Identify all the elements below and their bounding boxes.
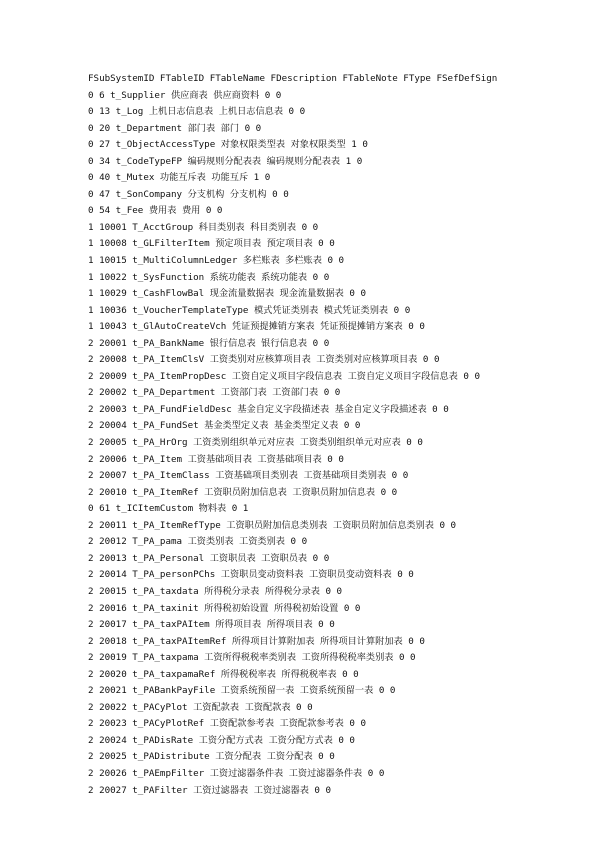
table-row: 2 20006 t_PA_Item 工资基础项目表 工资基础项目表 0 0: [88, 453, 344, 465]
table-row: 0 40 t_Mutex 功能互斥表 功能互斥 1 0: [88, 172, 271, 184]
table-row: 2 20027 t_PAFilter 工资过滤器表 工资过滤器表 0 0: [88, 784, 332, 796]
table-row: 2 20007 t_PA_ItemClass 工资基础项目类别表 工资基础项目类别表 0 0: [88, 470, 409, 482]
table-row: 1 10036 t_VoucherTemplateType 模式凭证类别表 模式凭证类别表 0 0: [88, 304, 411, 316]
table-row: 2 20019 T_PA_taxpama 工资所得税税率类别表 工资所得税税率类别表 0 0: [88, 652, 416, 664]
table-row: 2 20020 t_PA_taxpamaRef 所得税税率表 所得税税率表 0 0: [88, 668, 359, 680]
table-row: 2 20008 t_PA_ItemClsV 工资类别对应核算项目表 工资类别对应核算项目表 0 0: [88, 354, 440, 366]
table-row: 1 10043 t_GlAutoCreateVch 凭证预提摊销方案表 凭证预提摊销方案表 0 0: [88, 321, 425, 333]
table-row: 0 13 t_Log 上机日志信息表 上机日志信息表 0 0: [88, 106, 306, 118]
table-row: 2 20025 t_PADistribute 工资分配表 工资分配表 0 0: [88, 751, 335, 763]
table-row: 2 20010 t_PA_ItemRef 工资职员附加信息表 工资职员附加信息表 0 0: [88, 486, 398, 498]
table-header: FSubSystemID FTableID FTableName FDescription FTableNote FType FSefDefSign: [88, 73, 498, 84]
table-row: 2 20018 t_PA_taxPAItemRef 所得项目计算附加表 所得项目计算附加表 0 0: [88, 635, 425, 647]
table-row: 2 20022 t_PACyPlot 工资配款表 工资配款表 0 0: [88, 701, 313, 713]
table-row: 2 20009 t_PA_ItemPropDesc 工资自定义项目字段信息表 工资自定义项目字段信息表 0 0: [88, 370, 480, 382]
table-row: 0 34 t_CodeTypeFP 编码规则分配表表 编码规则分配表表 1 0: [88, 155, 363, 167]
table-row: 1 10022 t_SysFunction 系统功能表 系统功能表 0 0: [88, 271, 330, 283]
table-row: 2 20026 t_PAEmpFilter 工资过滤器条件表 工资过滤器条件表 0 0: [88, 767, 385, 779]
table-row: 1 10008 t_GLFilterItem 预定项目表 预定项目表 0 0: [88, 238, 335, 250]
table-row: 2 20024 t_PADisRate 工资分配方式表 工资分配方式表 0 0: [88, 734, 355, 746]
table-row: 2 20021 t_PABankPayFile 工资系统预留一表 工资系统预留一表 0 0: [88, 685, 396, 697]
table-row: 1 10029 t_CashFlowBal 现金流量数据表 现金流量数据表 0 0: [88, 288, 366, 300]
table-row: 0 20 t_Department 部门表 部门 0 0: [88, 122, 262, 134]
table-row: 0 27 t_ObjectAccessType 对象权限类型表 对象权限类型 1 0: [88, 139, 368, 151]
table-row: 2 20013 t_PA_Personal 工资职员表 工资职员表 0 0: [88, 552, 330, 564]
table-row: 2 20023 t_PACyPlotRef 工资配款参考表 工资配款参考表 0 0: [88, 718, 366, 730]
table-row: 0 54 t_Fee 费用表 费用 0 0: [88, 205, 223, 217]
table-row: 1 10015 t_MultiColumnLedger 多栏账表 多栏账表 0 0: [88, 255, 345, 267]
table-row: 0 47 t_SonCompany 分支机构 分支机构 0 0: [88, 188, 289, 200]
table-row: 2 20016 t_PA_taxinit 所得税初始设置 所得税初始设置 0 0: [88, 602, 361, 614]
table-row: 0 6 t_Supplier 供应商表 供应商资料 0 0: [88, 89, 282, 101]
table-row: 2 20012 T_PA_pama 工资类别表 工资类别表 0 0: [88, 536, 308, 548]
table-row: 1 10001 T_AcctGroup 科目类别表 科目类别表 0 0: [88, 221, 319, 233]
table-row: 2 20002 t_PA_Department 工资部门表 工资部门表 0 0: [88, 387, 341, 399]
table-row: 2 20011 t_PA_ItemRefType 工资职员附加信息类别表 工资职员附加信息类别表 0 0: [88, 519, 457, 531]
table-row: 2 20005 t_PA_HrOrg 工资类别组织单元对应表 工资类别组织单元对应表 0 0: [88, 437, 423, 449]
table-row: 2 20014 T_PA_personPChs 工资职员变动资料表 工资职员变动资料表 0 0: [88, 569, 414, 581]
table-row: 2 20015 t_PA_taxdata 所得税分录表 所得税分录表 0 0: [88, 585, 343, 597]
table-row: 2 20017 t_PA_taxPAItem 所得项目表 所得项目表 0 0: [88, 619, 335, 631]
table-row: 2 20003 t_PA_FundFieldDesc 基金自定义字段描述表 基金自定义字段描述表 0 0: [88, 403, 449, 415]
table-row: 2 20001 t_PA_BankName 银行信息表 银行信息表 0 0: [88, 337, 330, 349]
table-row: 2 20004 t_PA_FundSet 基金类型定义表 基金类型定义表 0 0: [88, 420, 361, 432]
table-row: 0 61 t_ICItemCustom 物料表 0 1: [88, 503, 249, 515]
